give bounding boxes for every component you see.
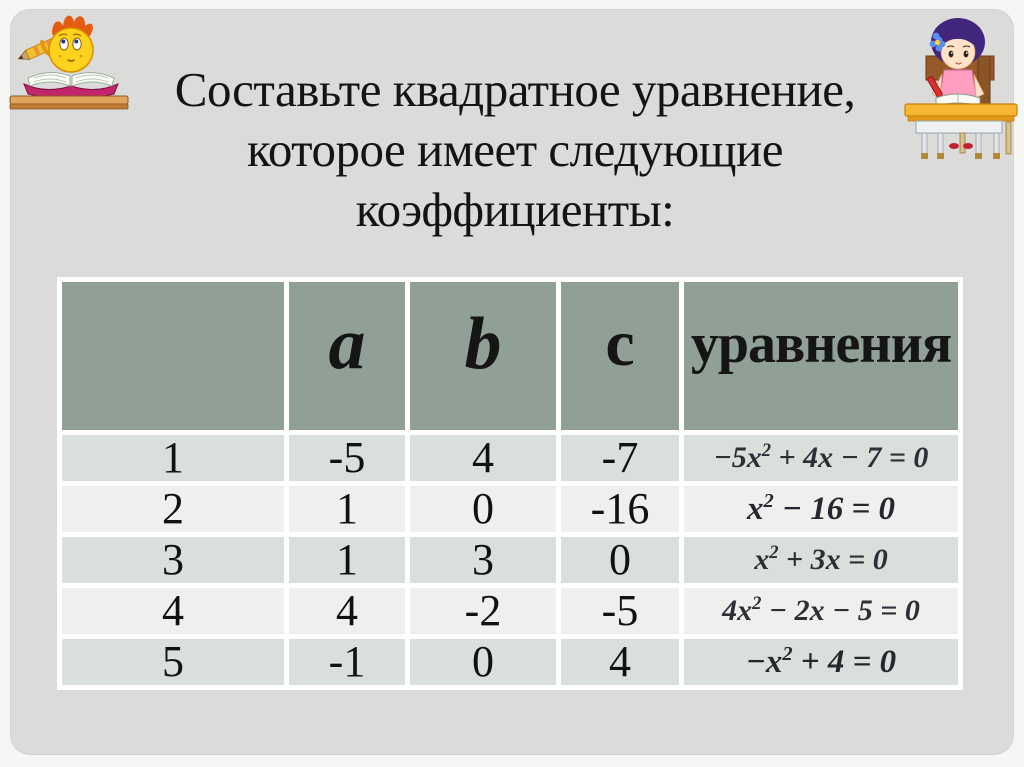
row-number-cell: 3 (62, 537, 284, 583)
coef-a-cell: 4 (289, 588, 405, 634)
girl-shoe (963, 143, 973, 149)
header-empty (62, 282, 284, 430)
coef-c-cell: -16 (561, 486, 679, 532)
coef-b-cell: 4 (410, 435, 556, 481)
coef-c-cell: -5 (561, 588, 679, 634)
equation-cell: $-x^2 + 4 = 0$ (684, 639, 958, 685)
open-book (24, 72, 118, 99)
smiley-face (49, 28, 93, 72)
coef-a-cell: 1 (289, 537, 405, 583)
table-row (62, 435, 958, 481)
header-c: с (561, 282, 679, 430)
title-line: которое имеет следующие (247, 122, 783, 177)
header-a: a (289, 282, 405, 430)
equation-cell: $-5x^2 + 4x - 7 = 0$ (684, 435, 958, 481)
equation-cell: $x^2 - 16 = 0$ (684, 486, 958, 532)
coefficients-table-wrap (57, 277, 963, 690)
coefficients-table (57, 277, 963, 690)
title-line: коэффициенты: (355, 182, 675, 237)
coef-c-cell: 4 (561, 639, 679, 685)
table-row (62, 537, 958, 583)
header-row (62, 282, 958, 430)
girl-shoe (949, 143, 959, 149)
coef-b-cell: 0 (410, 486, 556, 532)
row-number-cell: 2 (62, 486, 284, 532)
header-equations: уравнения (684, 282, 958, 430)
coef-a-cell: -5 (289, 435, 405, 481)
table-row (62, 639, 958, 685)
table-row (62, 486, 958, 532)
row-number-cell: 4 (62, 588, 284, 634)
title-line: Составьте квадратное уравнение, (174, 62, 856, 117)
coef-a-cell: -1 (289, 639, 405, 685)
coef-c-cell: -7 (561, 435, 679, 481)
coef-a-cell: 1 (289, 486, 405, 532)
table-row (62, 588, 958, 634)
equation-cell: $x^2 + 3x = 0$ (684, 537, 958, 583)
row-number-cell: 1 (62, 435, 284, 481)
coef-c-cell: 0 (561, 537, 679, 583)
coef-b-cell: 3 (410, 537, 556, 583)
coef-b-cell: -2 (410, 588, 556, 634)
coef-b-cell: 0 (410, 639, 556, 685)
header-b: b (410, 282, 556, 430)
row-number-cell: 5 (62, 639, 284, 685)
slide-title (110, 60, 920, 240)
equation-cell: $4x^2 - 2x - 5 = 0$ (684, 588, 958, 634)
